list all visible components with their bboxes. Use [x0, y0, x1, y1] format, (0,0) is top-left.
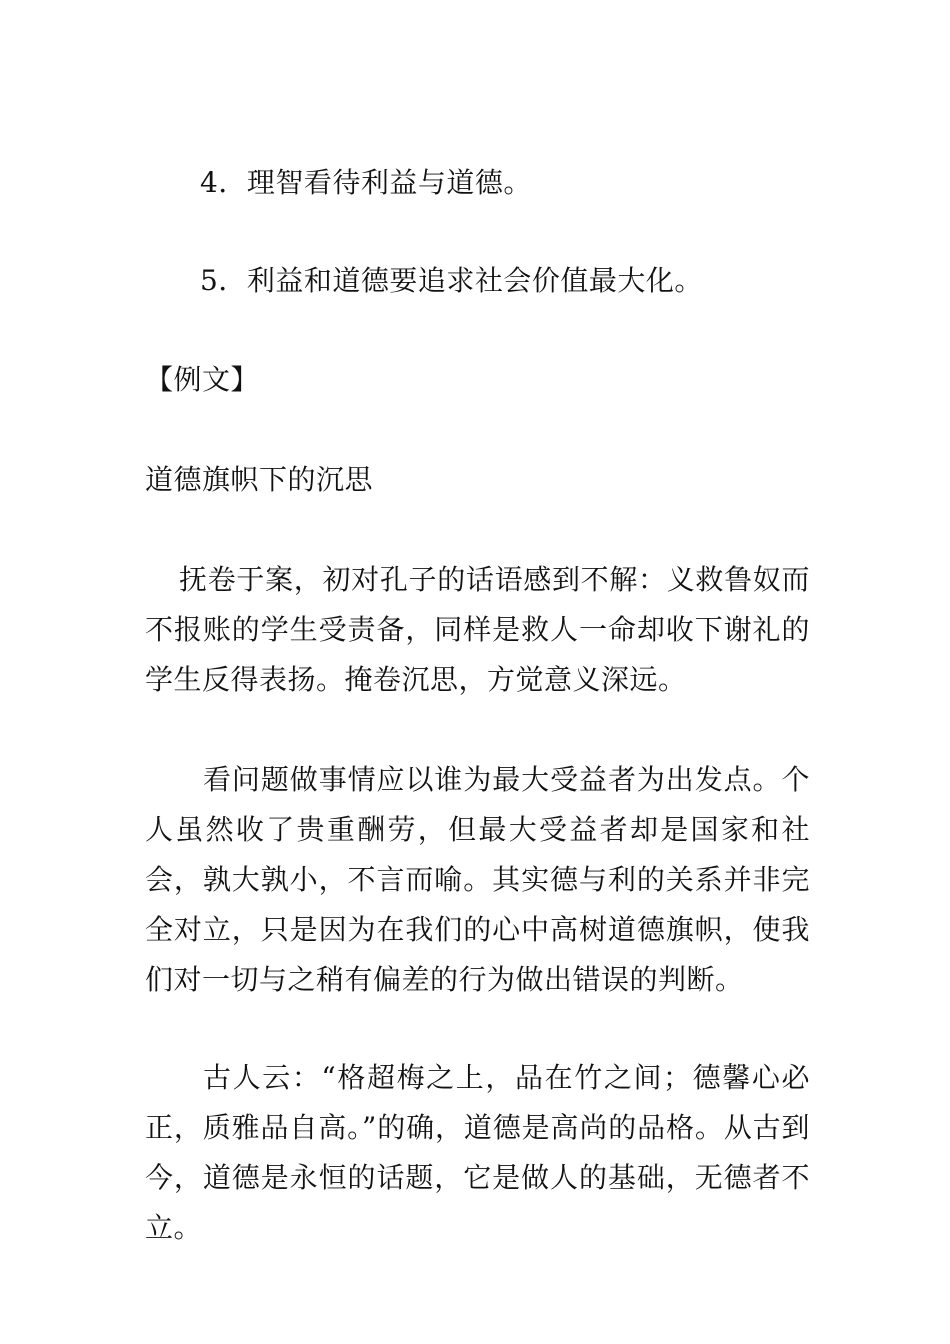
list-item-4: 4．理智看待利益与道德。	[200, 166, 532, 199]
essay-title: 道德旗帜下的沉思	[145, 463, 374, 496]
paragraph-3: 古人云：“格超梅之上，品在竹之间；德馨心必正，质雅品自高。”的确，道德是高尚的品格。从古到今，道德是永恒的话题，它是做人的基础，无德者不立。	[145, 1061, 810, 1244]
list-item-5: 5．利益和道德要追求社会价值最大化。	[200, 264, 703, 297]
section-label: 【例文】	[145, 363, 260, 396]
paragraph-2: 看问题做事情应以谁为最大受益者为出发点。个人虽然收了贵重酬劳，但最大受益者却是国家和社会，孰大孰小，不言而喻。其实德与利的关系并非完全对立，只是因为在我们的心中高树道德旗帜，使我们对一切与之稍有偏差的行为做出错误的判断。	[145, 763, 810, 996]
paragraph-1: 抚卷于案，初对孔子的话语感到不解：义救鲁奴而不报账的学生受责备，同样是救人一命却收下谢礼的学生反得表扬。掩卷沉思，方觉意义深远。	[145, 563, 810, 696]
